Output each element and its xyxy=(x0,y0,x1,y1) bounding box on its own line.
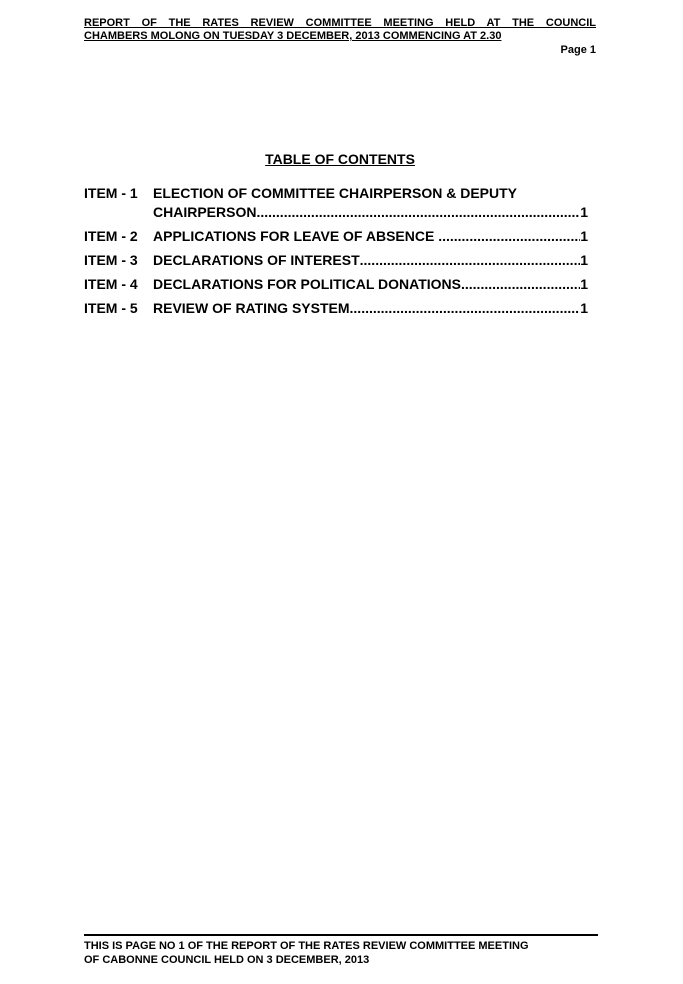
toc-dot-leader xyxy=(438,227,580,246)
toc-item-number: ITEM - 5 xyxy=(84,300,138,316)
footer-line-2: OF CABONNE COUNCIL HELD ON 3 DECEMBER, 2013 xyxy=(84,954,370,966)
toc-item-title: REVIEW OF RATING SYSTEM xyxy=(153,300,350,316)
toc-page-number: 1 xyxy=(580,252,588,268)
toc-item-number: ITEM - 4 xyxy=(84,276,138,292)
toc-item-number: ITEM - 2 xyxy=(84,228,138,244)
toc-page-number: 1 xyxy=(580,300,588,316)
page-footer xyxy=(84,939,598,967)
table-of-contents xyxy=(84,184,588,323)
toc-page-number: 1 xyxy=(580,228,588,244)
toc-dot-leader xyxy=(350,299,581,318)
toc-item-title-continued: CHAIRPERSON xyxy=(153,204,257,220)
toc-entry-item-3[interactable] xyxy=(84,251,588,270)
header-title-line-1: REPORT OF THE RATES REVIEW COMMITTEE MEETING HELD AT THE COUNCIL xyxy=(84,17,596,29)
toc-item-title: DECLARATIONS FOR POLITICAL DONATIONS xyxy=(153,276,461,292)
toc-heading: TABLE OF CONTENTS xyxy=(265,151,415,167)
toc-page-number: 1 xyxy=(580,204,588,220)
toc-entry-item-4[interactable] xyxy=(84,275,588,294)
toc-dot-leader xyxy=(461,275,580,294)
toc-entry-item-1[interactable] xyxy=(84,184,588,222)
toc-entry-item-5[interactable] xyxy=(84,299,588,318)
page-number: Page 1 xyxy=(560,44,596,56)
toc-item-title: ELECTION OF COMMITTEE CHAIRPERSON & DEPUTY xyxy=(153,185,518,201)
page-header xyxy=(84,17,596,57)
toc-dot-leader xyxy=(256,203,580,222)
toc-dot-leader xyxy=(360,251,581,270)
toc-page-number: 1 xyxy=(580,276,588,292)
footer-divider xyxy=(84,934,598,936)
footer-line-1: THIS IS PAGE NO 1 OF THE REPORT OF THE RATES REVIEW COMMITTEE MEETING xyxy=(84,940,529,952)
toc-item-title: APPLICATIONS FOR LEAVE OF ABSENCE xyxy=(153,228,439,244)
toc-item-title: DECLARATIONS OF INTEREST xyxy=(153,252,360,268)
header-title-line-2: CHAMBERS MOLONG ON TUESDAY 3 DECEMBER, 2013 COMMENCING AT 2.30 xyxy=(84,30,502,42)
toc-entry-item-2[interactable] xyxy=(84,227,588,246)
toc-item-number: ITEM - 3 xyxy=(84,252,138,268)
toc-item-number: ITEM - 1 xyxy=(84,185,138,201)
